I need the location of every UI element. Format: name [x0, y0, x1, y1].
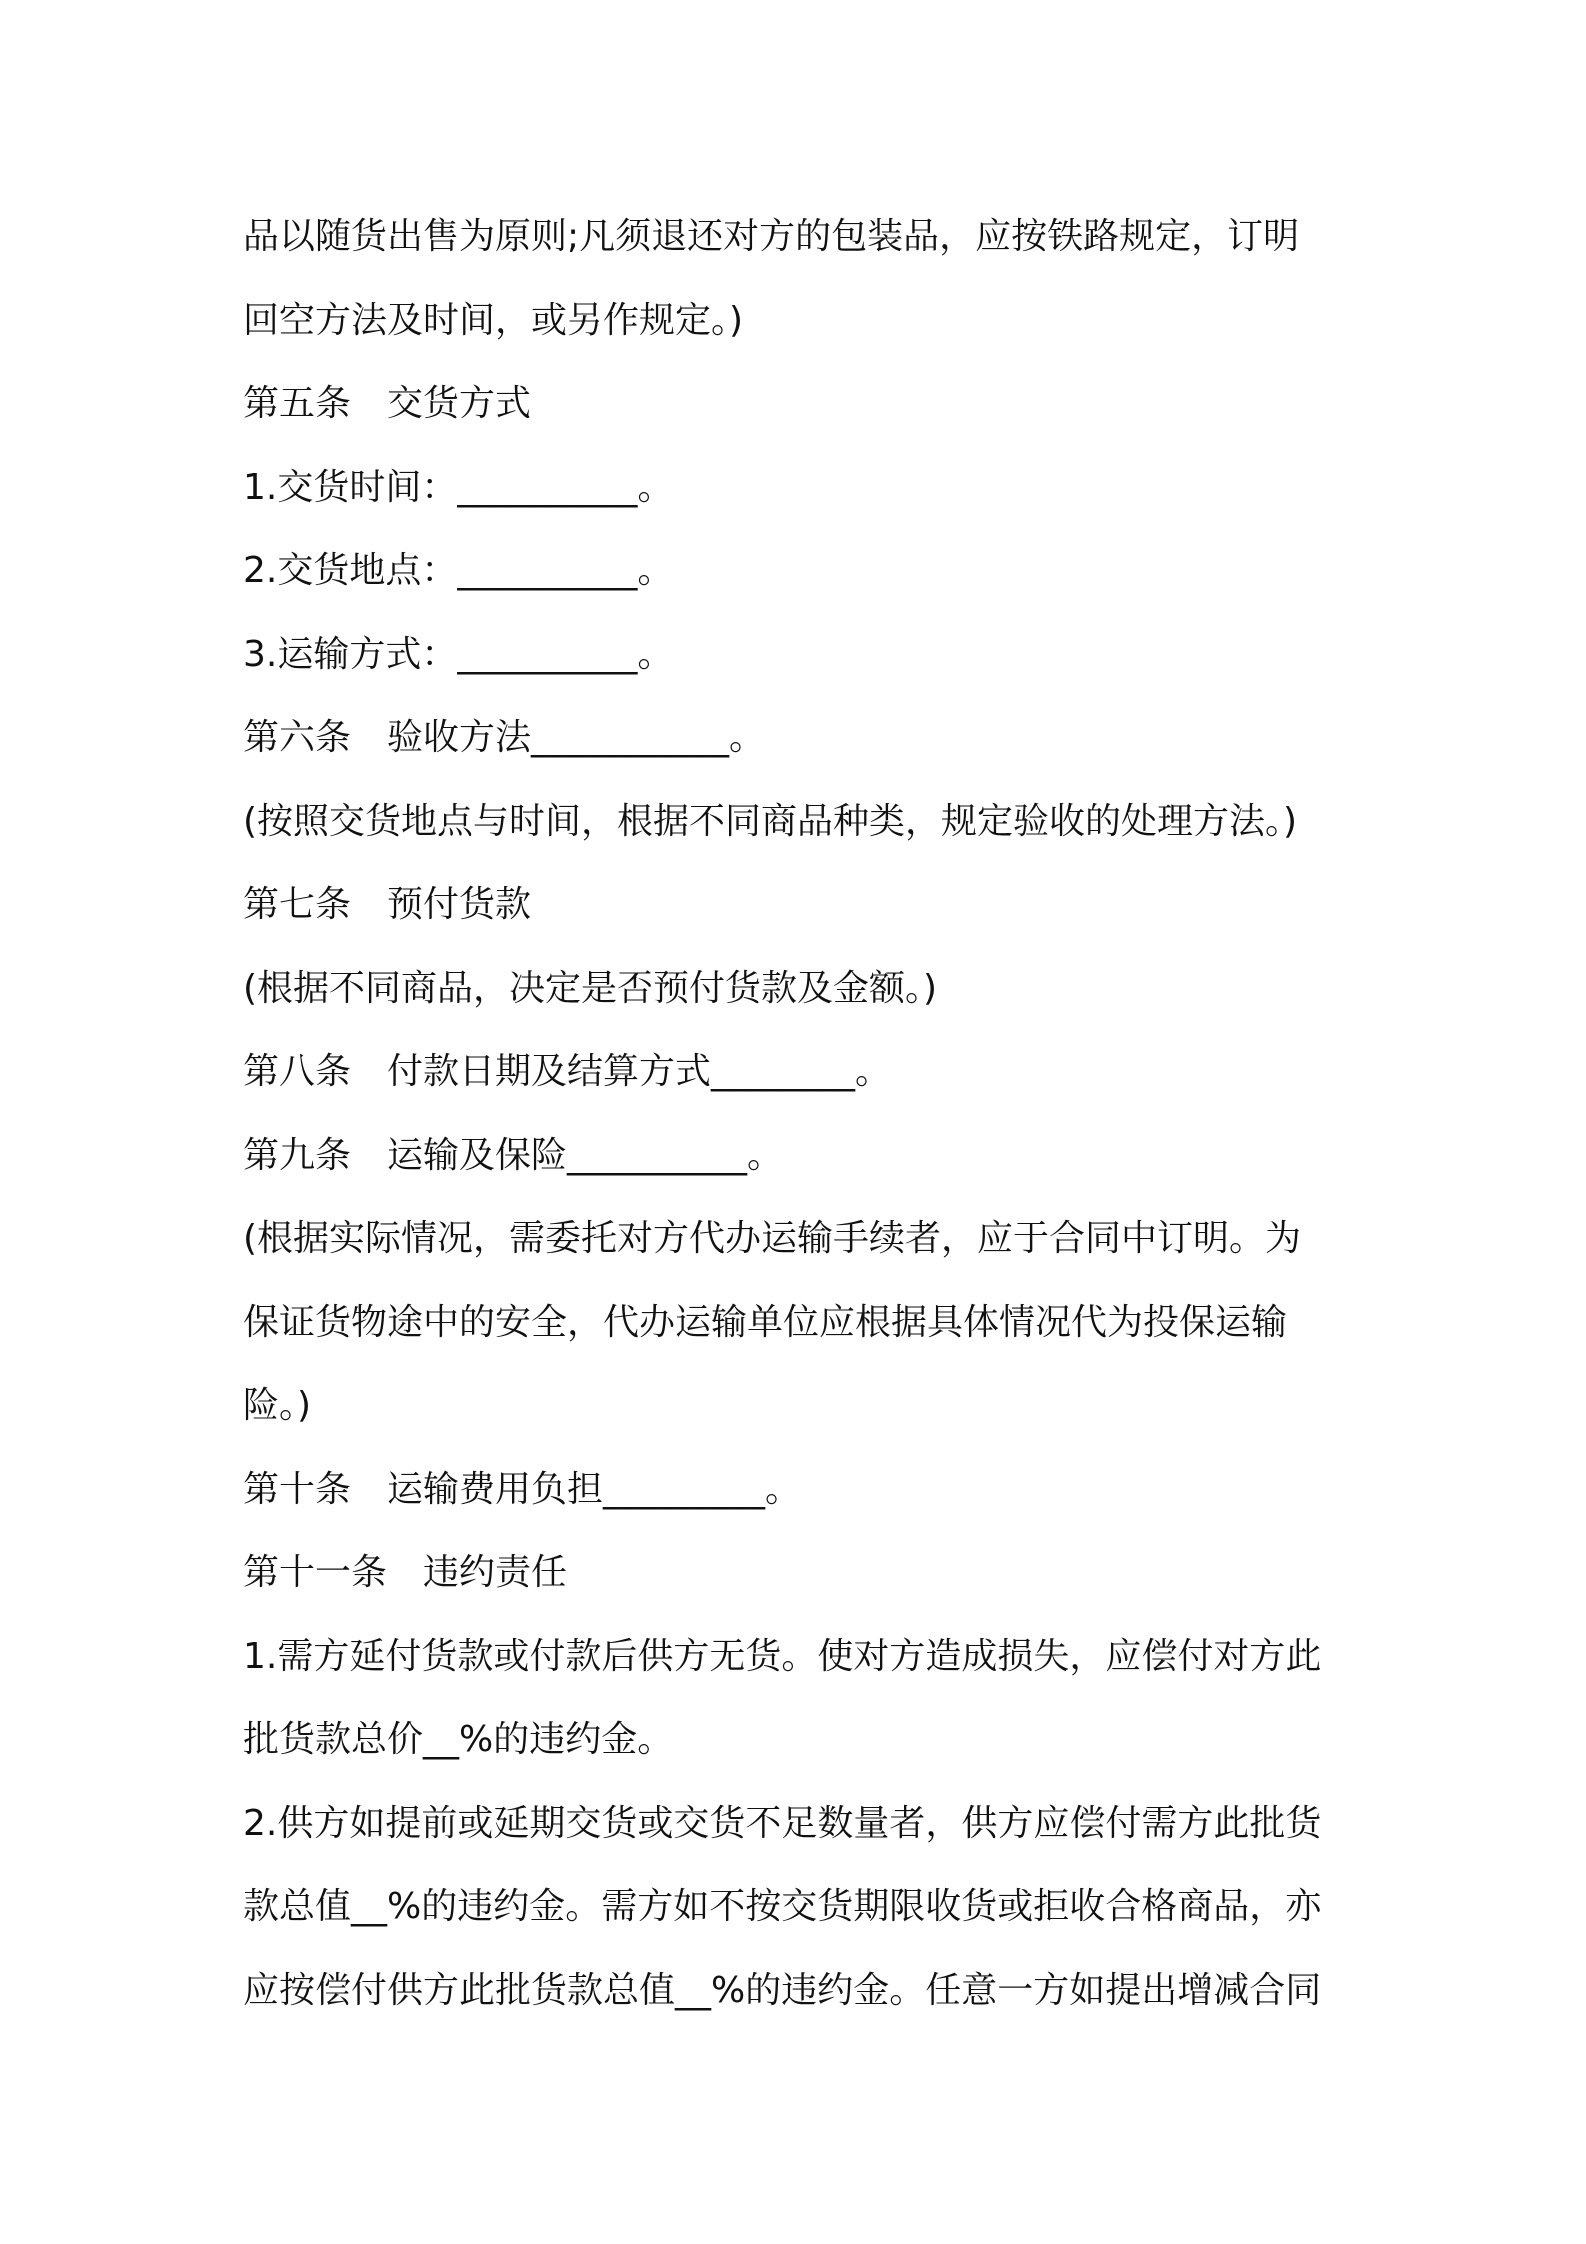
- text-line: 应按偿付供方此批货款总值__%的违约金。任意一方如提出增减合同: [243, 1969, 1322, 2011]
- text-line: 险。): [243, 1385, 312, 1426]
- article-heading: 第六条 验收方法___________。: [243, 717, 766, 758]
- text-line: 保证货物途中的安全，代办运输单位应根据具体情况代为投保运输: [243, 1301, 1288, 1343]
- text-line: 2.交货地点：__________。: [243, 550, 674, 591]
- article-heading: 第五条 交货方式: [243, 383, 532, 424]
- article-heading: 第十一条 违约责任: [243, 1552, 568, 1593]
- text-line: (按照交货地点与时间，根据不同商品种类，规定验收的处理方法。): [243, 800, 1298, 842]
- text-line: 品以随货出售为原则;凡须退还对方的包装品，应按铁路规定，订明: [243, 216, 1300, 257]
- text-line: 批货款总价__%的违约金。: [243, 1719, 674, 1760]
- text-line: 1.需方延付货款或付款后供方无货。使对方造成损失，应偿付对方此: [243, 1635, 1322, 1677]
- text-line: (根据不同商品，决定是否预付货款及金额。): [243, 967, 938, 1009]
- text-line: 3.运输方式：__________。: [243, 633, 674, 675]
- text-line: (根据实际情况，需委托对方代办运输手续者，应于合同中订明。为: [243, 1218, 1302, 1259]
- text-line: 款总值__%的违约金。需方如不按交货期限收货或拒收合格商品，亦: [243, 1886, 1322, 1927]
- article-heading: 第八条 付款日期及结算方式________。: [243, 1051, 892, 1092]
- text-line: 回空方法及时间，或另作规定。): [243, 299, 744, 341]
- text-line: 2.供方如提前或延期交货或交货不足数量者，供方应偿付需方此批货: [243, 1802, 1322, 1844]
- article-heading: 第七条 预付货款: [243, 884, 532, 925]
- contract-text-body: [243, 195, 1363, 2032]
- text-line: 1.交货时间：__________。: [243, 466, 674, 508]
- article-heading: 第九条 运输及保险__________。: [243, 1134, 784, 1176]
- article-heading: 第十条 运输费用负担_________。: [243, 1468, 802, 1510]
